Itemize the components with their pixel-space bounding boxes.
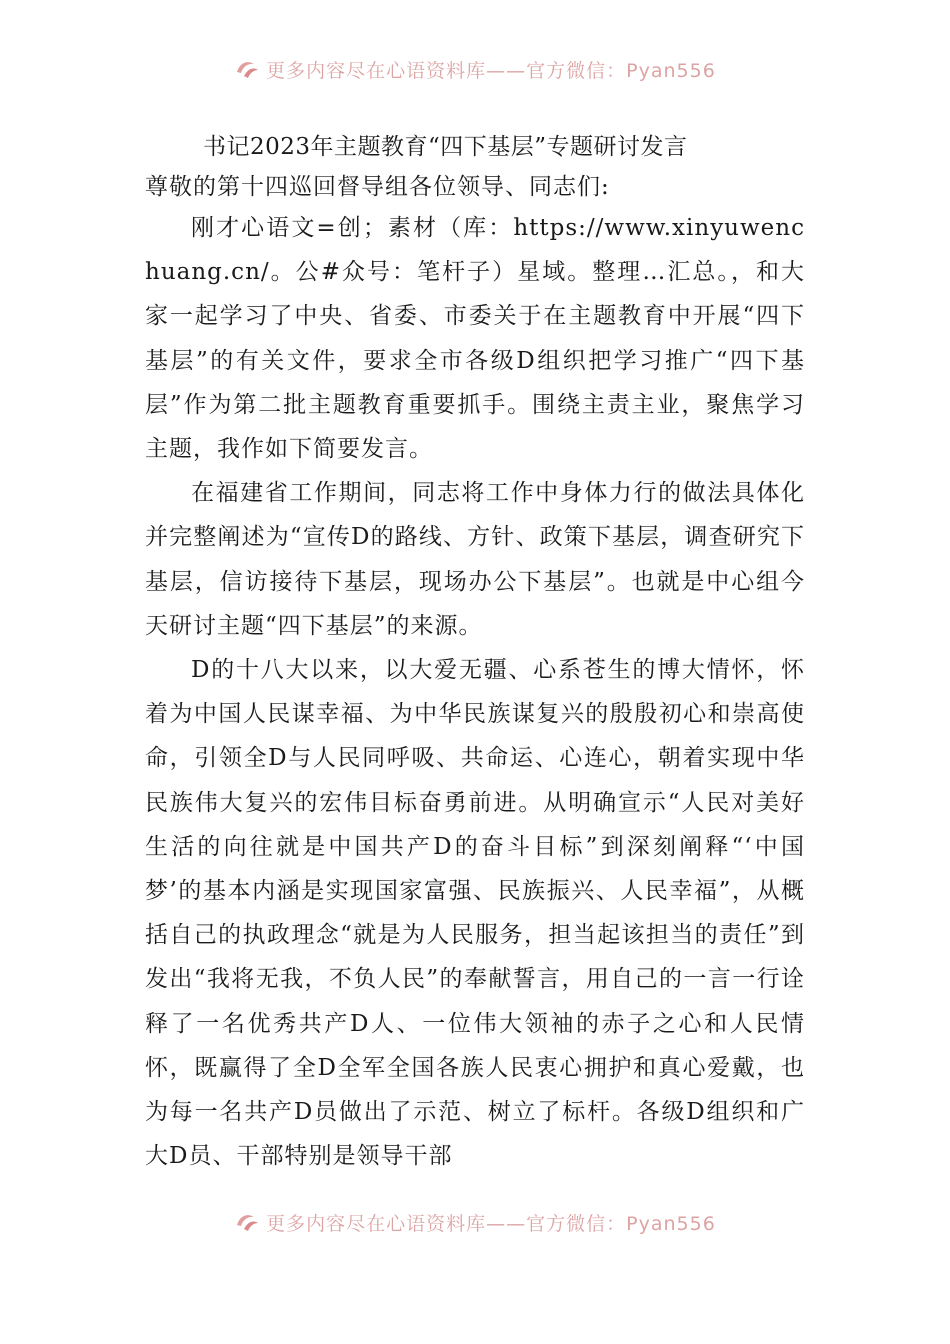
document-title: 书记2023年主题教育“四下基层”专题研讨发言 (203, 134, 688, 160)
ribbon-logo-icon (234, 1211, 260, 1233)
paragraph-2: 在福建省工作期间，同志将工作中身体力行的做法具体化并完整阐述为“宣传D的路线、方针、政策下基层，调查研究下基层，信访接待下基层，现场办公下基层”。也就是中心组今天研讨主题“四下基层”的来源。 (145, 480, 805, 639)
document-body (145, 130, 805, 1178)
footer-watermark-banner (0, 1205, 950, 1239)
paragraph-1: 刚才心语文=创；素材（库：https://www.xinyuwenchuang.cn/。公#众号：笔杆子）星域。整理…汇总。，和大家一起学习了中央、省委、市委关于在主题教育中开展“四下基层”的有关文件，要求全市各级D组织把学习推广“四下基层”作为第二批主题教育重要抓手。围绕主责主业，聚焦学习主题，我作如下简要发言。 (145, 215, 805, 463)
paragraph-3: D的十八大以来，以大爱无疆、心系苍生的博大情怀，怀着为中国人民谋幸福、为中华民族谋复兴的殷殷初心和崇高使命，引领全D与人民同呼吸、共命运、心连心，朝着实现中华民族伟大复兴的宏伟目标奋勇前进。从明确宣示“人民对美好生活的向往就是中国共产D的奋斗目标”到深刻阐释“‘中国梦’的基本内涵是实现国家富强、民族振兴、人民幸福”，从概括自己的执政理念“就是为人民服务，担当起该担当的责任”到发出“我将无我，不负人民”的奉献誓言，用自己的一言一行诠释了一名优秀共产D人、一位伟大领袖的赤子之心和人民情怀，既赢得了全D全军全国各族人民衷心拥护和真心爱戴，也为每一名共产D员做出了示范、树立了标杆。各级D组织和广大D员、干部特别是领导干部 (145, 657, 805, 1170)
ribbon-logo-icon (234, 58, 260, 80)
banner-text: 更多内容尽在心语资料库——官方微信：Pyan556 (266, 1212, 716, 1235)
banner-text: 更多内容尽在心语资料库——官方微信：Pyan556 (266, 59, 716, 82)
salutation: 尊敬的第十四巡回督导组各位领导、同志们: (145, 174, 610, 200)
header-watermark-banner (0, 52, 950, 86)
